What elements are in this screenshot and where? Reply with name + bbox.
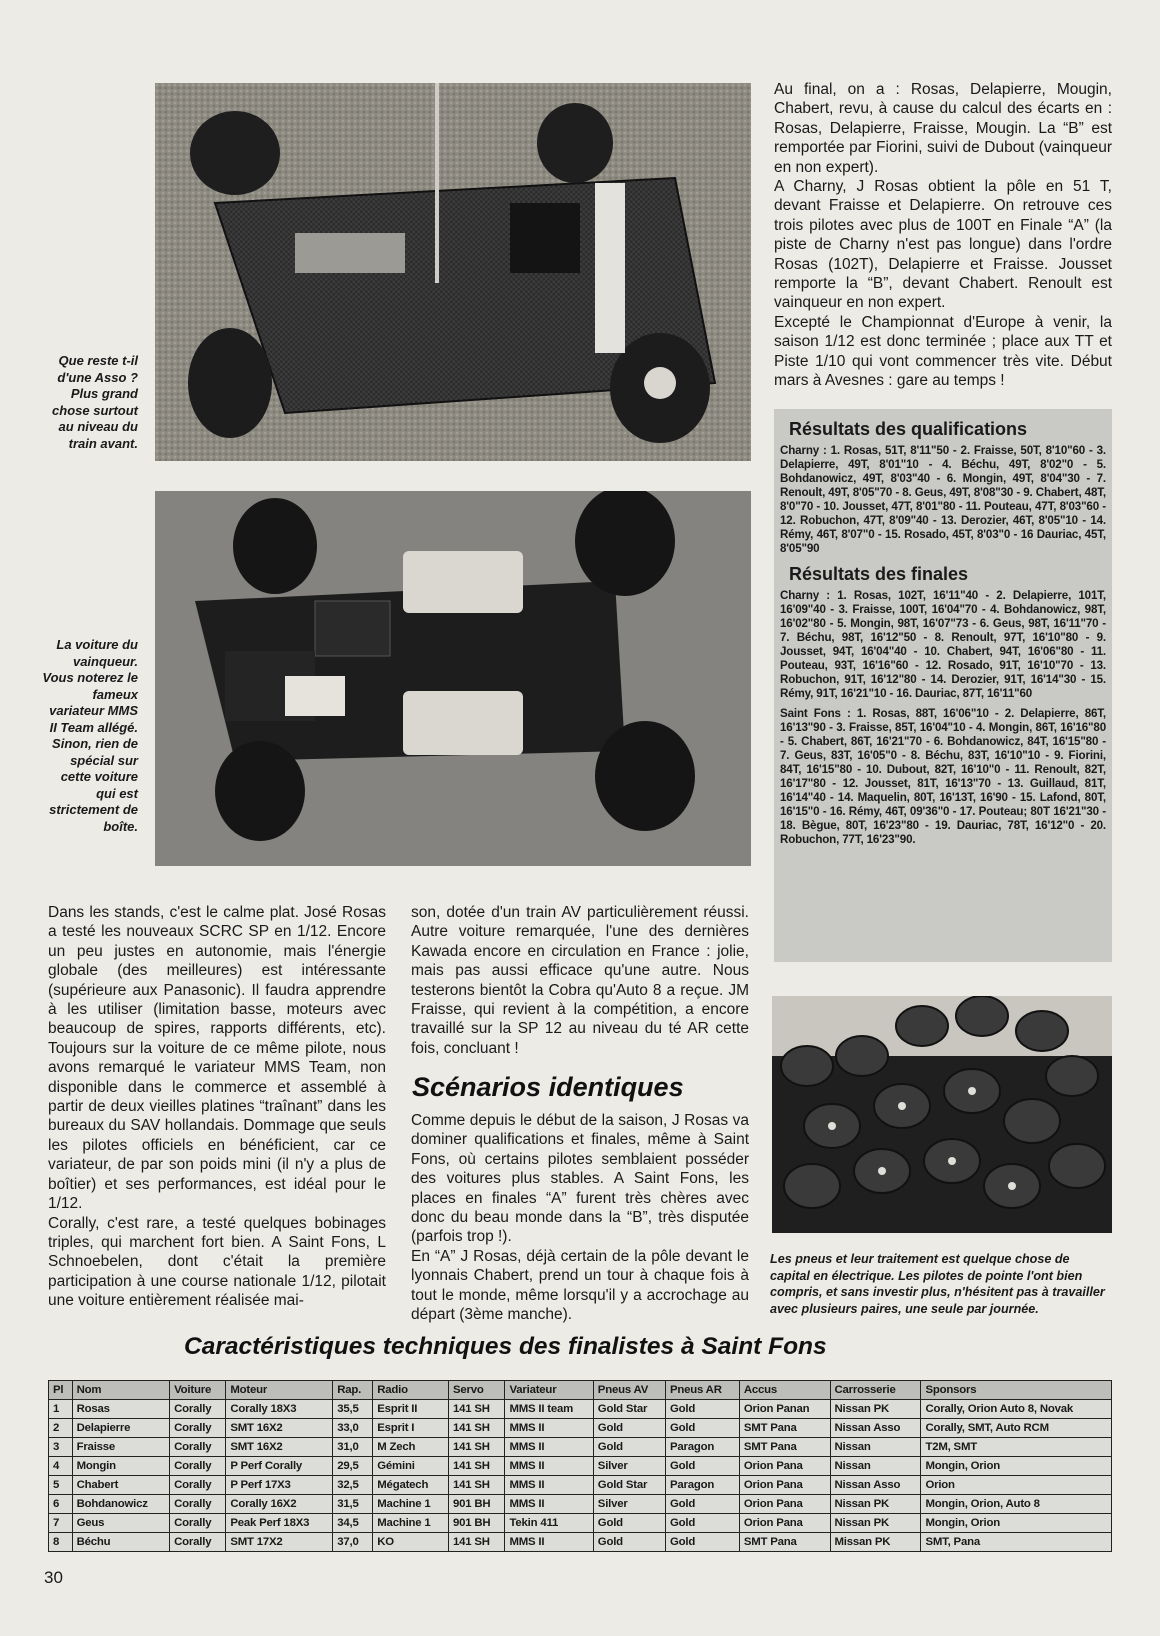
table-cell: 141 SH — [449, 1400, 505, 1419]
table-cell: Corally — [170, 1457, 226, 1476]
table-cell: KO — [373, 1533, 449, 1552]
table-cell: Chabert — [72, 1476, 170, 1495]
section-heading: Scénarios identiques — [412, 1072, 684, 1102]
table-cell: Gémini — [373, 1457, 449, 1476]
specs-body — [49, 1400, 1112, 1552]
table-cell: Corally 16X2 — [226, 1495, 333, 1514]
photo-winner-car — [155, 491, 751, 866]
table-cell: Corally 18X3 — [226, 1400, 333, 1419]
table-title: Caractéristiques techniques des finalistes à Saint Fons — [184, 1333, 827, 1360]
table-cell: 3 — [49, 1438, 73, 1457]
column-header: Nom — [72, 1381, 170, 1400]
photo-asso-chassis — [155, 83, 751, 461]
right-intro-p3: Excepté le Championnat d'Europe à venir, la saison 1/12 est donc terminée ; place aux TT et Piste 1/10 qui vont commencer très vite. Début mars à Avesnes : gare au temps ! — [774, 313, 1112, 390]
table-cell: 7 — [49, 1514, 73, 1533]
table-cell: Machine 1 — [373, 1495, 449, 1514]
table-cell: 32,5 — [333, 1476, 373, 1495]
table-cell: Corally — [170, 1514, 226, 1533]
table-cell: 901 BH — [449, 1495, 505, 1514]
table-cell: M Zech — [373, 1438, 449, 1457]
table-cell: 141 SH — [449, 1457, 505, 1476]
column-header: Variateur — [505, 1381, 593, 1400]
table-row — [49, 1533, 1112, 1552]
column-header: Voiture — [170, 1381, 226, 1400]
right-intro-p2: A Charny, J Rosas obtient la pôle en 51 T, devant Fraisse et Delapierre. On retrouve ces trois pilotes avec plus de 100T en Finale “A” (la piste de Charny n'est pas longue) dans l'ordre Rosas (102T), Delapierre et Fraisse. Jousset remporte la “B”, devant Chabert. Renoult est vainqueur en non expert. — [774, 178, 1112, 312]
body-mid-p1: son, dotée d'un train AV particulièrement réussi. Autre voiture remarquée, l'une des dernières Kawada encore en circulation en France : jolie, mais pas aussi efficace qu'une autre. Nous testerons bientôt la Cobra qu'Auto 8 a reçue. JM Fraisse, qui revient à la compétition, a encore travaillé sur la SP 12 au niveau du té AR cette fois, concluant ! — [411, 904, 749, 1057]
table-cell: Gold — [593, 1533, 665, 1552]
table-cell: Gold — [665, 1514, 739, 1533]
table-row — [49, 1495, 1112, 1514]
column-header: Rap. — [333, 1381, 373, 1400]
table-cell: Corally — [170, 1419, 226, 1438]
quals-charny-text: 1. Rosas, 51T, 8'11"50 - 2. Fraisse, 50T, 8'10"60 - 3. Delapierre, 49T, 8'01"10 - 4. Béchu, 49T, 8'02"0 - 5. Bohdanowicz, 49T, 8'03"40 - 6. Mongin, 49T, 8'04"30 - 7. Renoult, 49T, 8'05"70 - 8. Geus, 49T, 8'08"30 - 9. Chabert, 48T, 8'0"70 - 10. Jousset, 47T, 8'01"80 - 11. Pouteau, 47T, 8'03"60 - 12. Robuchon, 47T, 8'09"40 - 13. Derozier, 46T, 8'05"10 - 14. Rémy, 46T, 8'07"0 - 15. Rosado, 45T, 8'03"0 - 16 Dauriac, 45T, 8'05"90 — [780, 444, 1107, 555]
table-cell: Orion — [921, 1476, 1112, 1495]
table-cell: T2M, SMT — [921, 1438, 1112, 1457]
table-cell: Nissan Asso — [830, 1476, 921, 1495]
table-cell: MMS II team — [505, 1400, 593, 1419]
table-row — [49, 1457, 1112, 1476]
table-cell: P Perf Corally — [226, 1457, 333, 1476]
quals-title: Résultats des qualifications — [789, 419, 1028, 439]
table-row — [49, 1514, 1112, 1533]
column-header: Sponsors — [921, 1381, 1112, 1400]
finals-saintfons-label: Saint Fons : — [780, 707, 851, 720]
table-row — [49, 1400, 1112, 1419]
table-cell: 29,5 — [333, 1457, 373, 1476]
table-cell: SMT Pana — [739, 1419, 830, 1438]
table-cell: Silver — [593, 1495, 665, 1514]
table-cell: Orion Pana — [739, 1495, 830, 1514]
table-cell: Gold — [665, 1457, 739, 1476]
table-cell: Gold Star — [593, 1400, 665, 1419]
body-mid-p3: En “A” J Rosas, déjà certain de la pôle devant le lyonnais Chabert, prend un tour à chaque fois à tout le monde, même lorsqu'il y a accrochage au départ (3ème manche). — [411, 1247, 749, 1324]
specs-table — [48, 1380, 1112, 1552]
table-cell: 6 — [49, 1495, 73, 1514]
quals-charny — [780, 444, 1106, 556]
table-cell: 34,5 — [333, 1514, 373, 1533]
table-cell: P Perf 17X3 — [226, 1476, 333, 1495]
table-cell: Gold — [593, 1438, 665, 1457]
table-cell: Mongin, Orion — [921, 1457, 1112, 1476]
table-cell: 35,5 — [333, 1400, 373, 1419]
table-cell: Paragon — [665, 1438, 739, 1457]
body-mid-column — [411, 903, 749, 1058]
finals-title: Résultats des finales — [789, 564, 969, 584]
table-cell: 37,0 — [333, 1533, 373, 1552]
table-cell: Gold — [665, 1400, 739, 1419]
table-cell: MMS II — [505, 1533, 593, 1552]
table-cell: Nissan Asso — [830, 1419, 921, 1438]
table-cell: MMS II — [505, 1419, 593, 1438]
table-cell: Nissan PK — [830, 1400, 921, 1419]
table-cell: 141 SH — [449, 1419, 505, 1438]
table-cell: 5 — [49, 1476, 73, 1495]
table-cell: Orion Pana — [739, 1476, 830, 1495]
table-row — [49, 1476, 1112, 1495]
table-cell: Machine 1 — [373, 1514, 449, 1533]
table-cell: 33,0 — [333, 1419, 373, 1438]
column-header: Pneus AV — [593, 1381, 665, 1400]
table-cell: 141 SH — [449, 1438, 505, 1457]
table-cell: Gold — [665, 1495, 739, 1514]
column-header: Servo — [449, 1381, 505, 1400]
specs-table-wrap — [48, 1380, 1112, 1552]
photo3-caption: Les pneus et leur traitement est quelque chose de capital en électrique. Les pilotes de pointe l'ont bien compris, et sans investir plus, n'hésitent pas à travailler avec plusieurs paires, une seule par journée. — [770, 1252, 1105, 1316]
table-cell: 31,0 — [333, 1438, 373, 1457]
table-cell: 31,5 — [333, 1495, 373, 1514]
table-cell: Nissan — [830, 1438, 921, 1457]
table-cell: Corally — [170, 1400, 226, 1419]
finals-charny — [780, 589, 1106, 701]
table-row — [49, 1419, 1112, 1438]
table-cell: Nissan PK — [830, 1495, 921, 1514]
table-cell: Gold Star — [593, 1476, 665, 1495]
body-left-column — [48, 903, 386, 1311]
table-cell: SMT Pana — [739, 1533, 830, 1552]
table-cell: SMT 16X2 — [226, 1419, 333, 1438]
table-cell: MMS II — [505, 1476, 593, 1495]
body-mid-p2: Comme depuis le début de la saison, J Rosas va dominer qualifications et finales, même à Saint Fons, où certains pilotes semblaient posséder des voitures plus stables. A Saint Fons, les places en finales “A” furent très chères avec donc du beau monde dans la “B”, très disputée (parfois trop !). — [411, 1112, 749, 1246]
photo1-caption: Que reste t-il d'une Asso ? Plus grand chose surtout au niveau du train avant. — [52, 353, 138, 451]
photo-tyres — [772, 996, 1112, 1233]
column-header: Radio — [373, 1381, 449, 1400]
table-cell: Gold — [593, 1514, 665, 1533]
table-cell: Esprit I — [373, 1419, 449, 1438]
body-mid-column-2 — [411, 1111, 749, 1324]
column-header: Pneus AR — [665, 1381, 739, 1400]
page-number: 30 — [44, 1568, 63, 1587]
table-cell: Gold — [593, 1419, 665, 1438]
table-cell: 4 — [49, 1457, 73, 1476]
right-intro-p1: Au final, on a : Rosas, Delapierre, Mougin, Chabert, revu, à cause du calcul des écarts en : Rosas, Delapierre, Fraisse, Mougin. La “B” est remportée par Fiorini, suivi de Dubout (vainqueur en non expert). — [774, 81, 1112, 176]
table-cell: Delapierre — [72, 1419, 170, 1438]
table-cell: Mongin, Orion — [921, 1514, 1112, 1533]
table-cell: Rosas — [72, 1400, 170, 1419]
finals-saintfons-text: 1. Rosas, 88T, 16'06"10 - 2. Delapierre, 86T, 16'13"90 - 3. Fraisse, 85T, 16'04"10 - 4. Mongin, 86T, 16'16"80 - 5. Chabert, 86T, 16'21"70 - 6. Bohdanowicz, 84T, 16'15"80 - 7. Geus, 83T, 16'05"0 - 8. Béchu, 83T, 16'10"10 - 9. Fiorini, 84T, 16'15"80 - 10. Dubout, 82T, 16'10"0 - 11. Renoult, 82T, 16'17"80 - 12. Jousset, 81T, 16'13"70 - 13. Guillaud, 81T, 16'14"40 - 14. Maquelin, 80T, 16'13T, 16'90 - 15. Lafond, 80T, 16'15"0 - 16. Rémy, 46T, 09'36"0 - 17. Pouteau; 80T 16'21"30 - 18. Bègue, 80T, 16'23"80 - 19. Dauriac, 78T, 16'12"0 - 20. Robuchon, 77T, 16'23"90. — [780, 707, 1107, 846]
table-cell: Mongin — [72, 1457, 170, 1476]
table-cell: Nissan — [830, 1457, 921, 1476]
table-cell: Mégatech — [373, 1476, 449, 1495]
table-cell: Orion Panan — [739, 1400, 830, 1419]
table-cell: Orion Pana — [739, 1457, 830, 1476]
table-cell: 2 — [49, 1419, 73, 1438]
table-cell: 8 — [49, 1533, 73, 1552]
table-cell: Corally — [170, 1495, 226, 1514]
finals-charny-label: Charny : — [780, 589, 830, 602]
finals-saintfons — [780, 707, 1106, 847]
table-cell: SMT 17X2 — [226, 1533, 333, 1552]
table-cell: 1 — [49, 1400, 73, 1419]
table-cell: Corally — [170, 1533, 226, 1552]
table-cell: Corally, Orion Auto 8, Novak — [921, 1400, 1112, 1419]
table-cell: SMT 16X2 — [226, 1438, 333, 1457]
table-cell: 901 BH — [449, 1514, 505, 1533]
table-cell: Orion Pana — [739, 1514, 830, 1533]
table-cell: Béchu — [72, 1533, 170, 1552]
table-cell: Peak Perf 18X3 — [226, 1514, 333, 1533]
column-header: Carrosserie — [830, 1381, 921, 1400]
table-cell: Corally — [170, 1476, 226, 1495]
table-cell: 141 SH — [449, 1533, 505, 1552]
table-cell: MMS II — [505, 1438, 593, 1457]
table-cell: Gold — [665, 1419, 739, 1438]
table-cell: Corally, SMT, Auto RCM — [921, 1419, 1112, 1438]
table-cell: Mongin, Orion, Auto 8 — [921, 1495, 1112, 1514]
table-cell: Bohdanowicz — [72, 1495, 170, 1514]
table-cell: Gold — [665, 1533, 739, 1552]
body-left-p1: Dans les stands, c'est le calme plat. José Rosas a testé les nouveaux SCRC SP en 1/12. Encore un peu justes en autonomie, mais l'énergie globale (des meilleures) est intéressante (supérieure aux Panasonic). Il faudra apprendre à les utiliser (limitation basse, moteurs avec beaucoup de spires, rapports différents, etc). Toujours sur la voiture de ce même pilote, nous avons remarqué le variateur MMS Team, non disponible dans le commerce et assemblé à partir de deux vieilles platines “traînant” dans les bureaux du SAV hollandais. Dommage que seuls les pilotes officiels en bénéficient, car ce variateur, de par son poids mini (il n'y a plus de boîtier) et ses performances, est idéal pour le 1/12. — [48, 904, 386, 1213]
table-cell: Silver — [593, 1457, 665, 1476]
body-left-p2: Corally, c'est rare, a testé quelques bobinages triples, qui marchent fort bien. A Saint Fons, L Schnoebelen, dont c'était la première participation à une course nationale 1/12, pilotait une voiture entièrement réalisée mai- — [48, 1214, 386, 1310]
specs-header-row — [49, 1381, 1112, 1400]
table-cell: Esprit II — [373, 1400, 449, 1419]
quals-charny-label: Charny : — [780, 444, 827, 457]
table-cell: Fraisse — [72, 1438, 170, 1457]
table-cell: Paragon — [665, 1476, 739, 1495]
right-intro-column — [774, 80, 1112, 391]
table-cell: SMT, Pana — [921, 1533, 1112, 1552]
finals-charny-text: 1. Rosas, 102T, 16'11"40 - 2. Delapierre, 101T, 16'09"40 - 3. Fraisse, 100T, 16'04"70 - 4. Bohdanowicz, 98T, 16'02"80 - 5. Mongin, 98T, 16'07"73 - 6. Geus, 98T, 16'11"70 - 7. Béchu, 98T, 16'12"50 - 8. Renoult, 97T, 16'10"80 - 9. Jousset, 94T, 16'04"40 - 10. Chabert, 94T, 16'06"80 - 11. Pouteau, 93T, 16'16"60 - 12. Rosado, 91T, 16'10"70 - 13. Robuchon, 91T, 16'12"80 - 14. Derozier, 91T, 16'14"30 - 15. Rémy, 91T, 16'21"10 - 16. Dauriac, 87T, 16'11"60 — [780, 589, 1106, 700]
column-header: Moteur — [226, 1381, 333, 1400]
table-row — [49, 1438, 1112, 1457]
table-cell: Tekin 411 — [505, 1514, 593, 1533]
photo2-caption: La voiture du vainqueur. Vous noterez le fameux variateur MMS II Team allégé. Sinon, rien de spécial sur cette voiture qui est strictement de boîte. — [42, 637, 138, 834]
table-cell: Nissan PK — [830, 1514, 921, 1533]
column-header: Accus — [739, 1381, 830, 1400]
results-box — [774, 409, 1112, 962]
table-cell: Geus — [72, 1514, 170, 1533]
table-cell: Corally — [170, 1438, 226, 1457]
table-cell: MMS II — [505, 1457, 593, 1476]
table-cell: MMS II — [505, 1495, 593, 1514]
table-cell: SMT Pana — [739, 1438, 830, 1457]
table-cell: 141 SH — [449, 1476, 505, 1495]
table-cell: Missan PK — [830, 1533, 921, 1552]
column-header: Pl — [49, 1381, 73, 1400]
